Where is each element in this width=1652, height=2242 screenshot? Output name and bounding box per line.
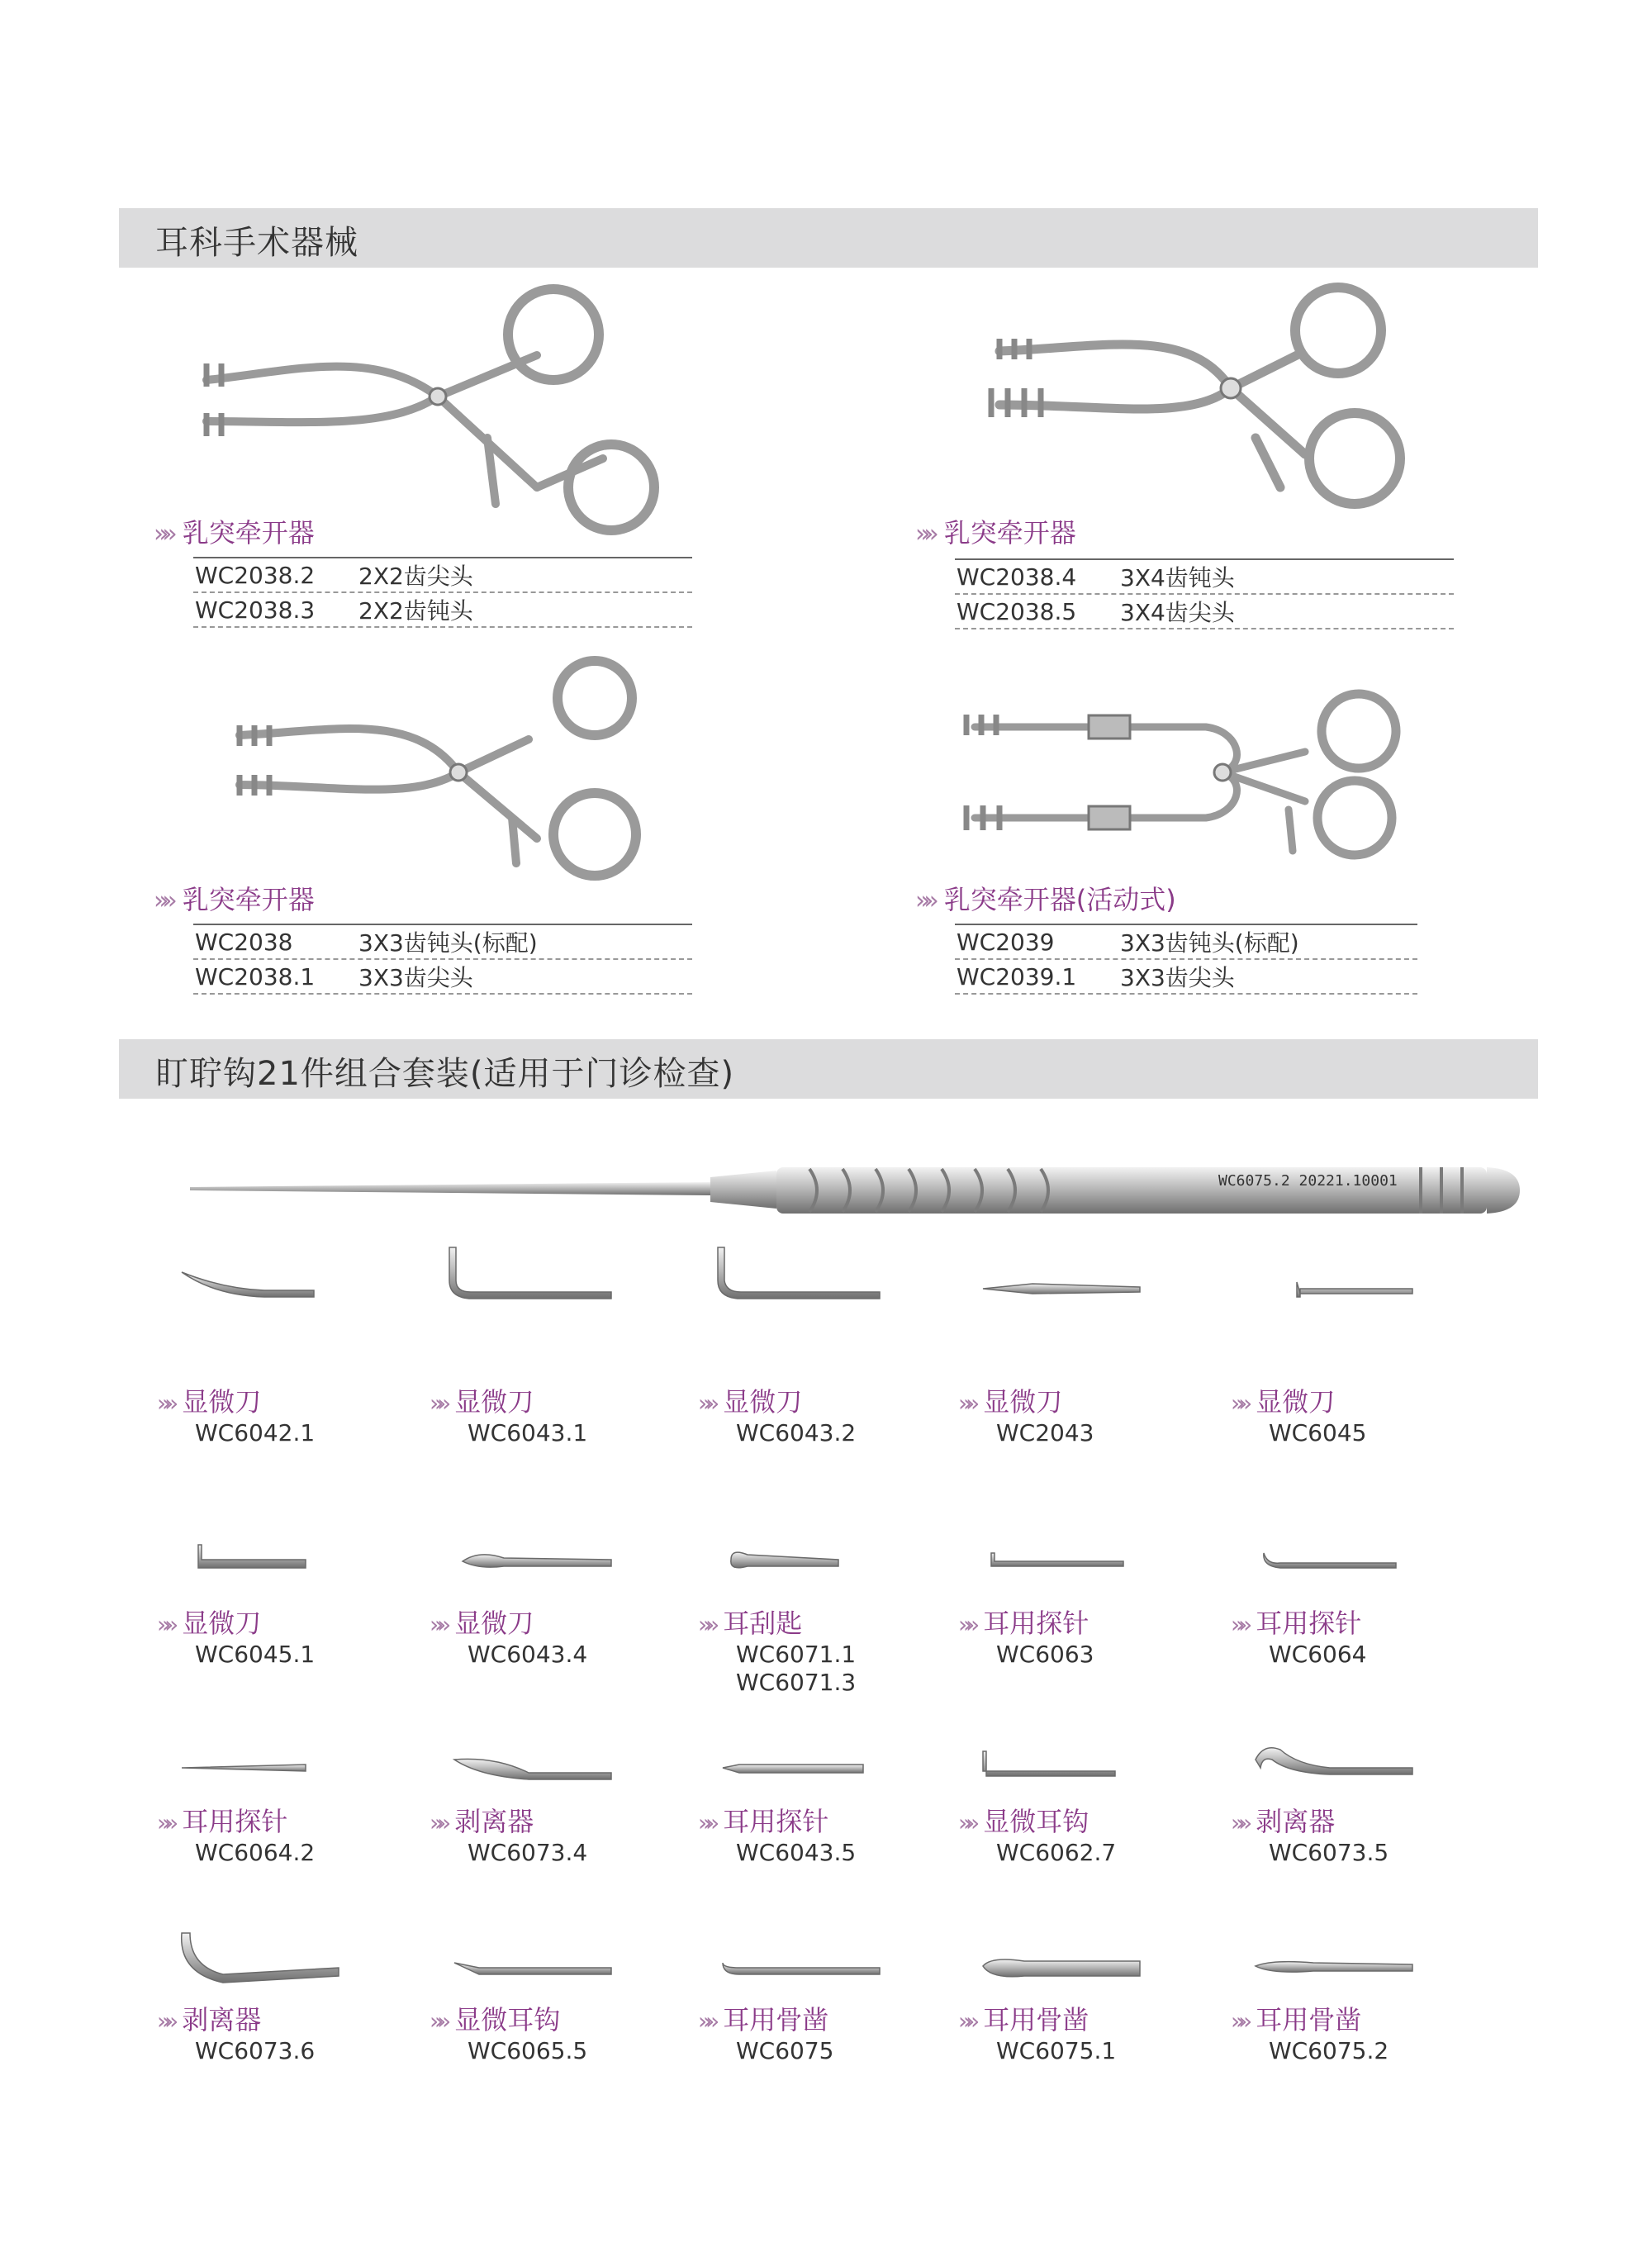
- tool-shape: [983, 1284, 1140, 1294]
- tool-code: [736, 1641, 856, 1697]
- tool-code-line: WC6064.2: [195, 1839, 316, 1866]
- tool-image: [446, 1239, 636, 1330]
- tool-code-line: WC6063: [996, 1641, 1094, 1668]
- tool-shape: [182, 1765, 306, 1771]
- tool-name: »» 耳用探针: [698, 1806, 829, 1837]
- tool-name: »» 耳用探针: [958, 1608, 1089, 1639]
- tool-shape: [449, 1247, 611, 1299]
- tool-image: [173, 1512, 363, 1603]
- retractor-hinged-image: [958, 686, 1404, 884]
- tool-name: »» 剥离器: [157, 2004, 262, 2035]
- tool-code: [1269, 1641, 1367, 1669]
- tool-code: [736, 1419, 856, 1447]
- chevron-icon: »»: [1231, 1809, 1246, 1836]
- chevron-icon: »»: [958, 1389, 974, 1417]
- chevron-icon: »»: [430, 1611, 445, 1638]
- tool-name: »» 耳用探针: [157, 1806, 288, 1837]
- chevron-icon: »»: [915, 886, 933, 915]
- spec-row: WC2038.1 3X3齿尖头: [193, 960, 692, 995]
- tool-image: [975, 1917, 1165, 2007]
- tool-code-line: WC6042.1: [195, 1419, 316, 1446]
- chevron-icon: »»: [154, 520, 171, 549]
- chevron-icon: »»: [958, 2007, 974, 2035]
- tool-name: »» 耳用探针: [1231, 1608, 1362, 1639]
- product-title: »» 乳突牵开器: [154, 884, 315, 915]
- chevron-icon: »»: [698, 1611, 714, 1638]
- tool-shape: [983, 1959, 1140, 1977]
- tool-image: [714, 1917, 904, 2007]
- chevron-icon: »»: [157, 1389, 173, 1417]
- tool-image: [446, 1917, 636, 2007]
- tool-code: [468, 2037, 587, 2065]
- tool-image: [173, 1718, 363, 1809]
- tool-shape: [1297, 1282, 1412, 1297]
- tool-shape: [1256, 1748, 1412, 1774]
- tool-name: »» 显微刀: [430, 1386, 534, 1418]
- chevron-icon: »»: [430, 1389, 445, 1417]
- tool-name: »» 显微刀: [430, 1608, 534, 1639]
- chevron-icon: »»: [430, 1809, 445, 1836]
- tool-code-line: WC6073.5: [1269, 1839, 1389, 1866]
- chevron-icon: »»: [698, 1389, 714, 1417]
- spec-row: WC2038.3 2X2齿钝头: [193, 593, 692, 628]
- tool-shape: [718, 1247, 880, 1299]
- tool-code-line: WC6065.5: [468, 2037, 588, 2064]
- chevron-icon: »»: [958, 1809, 974, 1836]
- tool-code: [996, 1419, 1094, 1447]
- chevron-icon: »»: [430, 2007, 445, 2035]
- tool-code-line: WC6075: [736, 2037, 834, 2064]
- tool-shape: [723, 1765, 863, 1773]
- tool-image: [714, 1512, 904, 1603]
- tool-code: [1269, 2037, 1389, 2065]
- product-title: »» 乳突牵开器(活动式): [915, 884, 1176, 915]
- tool-image: [975, 1718, 1165, 1809]
- tool-image: [1247, 1239, 1437, 1330]
- tool-shape: [182, 1933, 339, 1983]
- tool-shape: [1264, 1553, 1396, 1568]
- tool-name: »» 剥离器: [430, 1806, 534, 1837]
- tool-code: [1269, 1419, 1367, 1447]
- section-header-ear-instruments: [119, 208, 1538, 268]
- tool-code-line: WC6073.6: [195, 2037, 316, 2064]
- chevron-icon: »»: [698, 1809, 714, 1836]
- spec-row: WC2038.5 3X4齿尖头: [955, 595, 1454, 629]
- tool-code: [996, 2037, 1116, 2065]
- tool-name: »» 显微耳钩: [430, 2004, 561, 2035]
- tool-image: [446, 1512, 636, 1603]
- spec-row: WC2039 3X3齿钝头(标配): [955, 925, 1417, 960]
- chevron-icon: »»: [157, 1809, 173, 1836]
- chevron-icon: »»: [154, 886, 171, 915]
- tool-image: [714, 1718, 904, 1809]
- tool-code-line: WC6043.4: [468, 1641, 588, 1668]
- tool-shape: [182, 1272, 314, 1297]
- tool-name: »» 显微刀: [698, 1386, 803, 1418]
- tool-shape: [454, 1963, 611, 1974]
- section-title: 耳科手术器械: [155, 224, 358, 262]
- tool-code: [195, 2037, 315, 2065]
- tool-image: [1247, 1718, 1437, 1809]
- chevron-icon: »»: [157, 2007, 173, 2035]
- retractor-3x4-image: [983, 281, 1421, 512]
- tool-shape: [983, 1751, 1115, 1776]
- tool-code: [996, 1839, 1116, 1867]
- retractor-2x2-image: [190, 281, 653, 529]
- tool-shape: [723, 1963, 880, 1974]
- spec-table: [955, 924, 1417, 995]
- tool-image: [173, 1917, 363, 2007]
- section-title: 盯聍钩21件组合套装(适用于门诊检查): [155, 1055, 735, 1093]
- tool-image: [1247, 1917, 1437, 2007]
- spec-table: [955, 558, 1454, 629]
- tool-name: »» 耳用骨凿: [698, 2004, 829, 2035]
- tool-code-line: WC6064: [1269, 1641, 1367, 1668]
- tool-code-line: WC2043: [996, 1419, 1094, 1446]
- tool-shape: [1256, 1962, 1412, 1972]
- tool-code-line: WC6071.3: [736, 1669, 857, 1696]
- product-title: »» 乳突牵开器: [154, 517, 315, 549]
- tool-code-line: WC6043.1: [468, 1419, 588, 1446]
- tool-shape: [198, 1545, 306, 1568]
- retractor-3x3-image: [223, 661, 653, 884]
- tool-name: »» 耳刮匙: [698, 1608, 803, 1639]
- tool-code-line: WC6073.4: [468, 1839, 588, 1866]
- chevron-icon: »»: [915, 520, 933, 549]
- tool-code: [468, 1641, 587, 1669]
- spec-row: WC2039.1 3X3齿尖头: [955, 960, 1417, 995]
- chevron-icon: »»: [1231, 1611, 1246, 1638]
- tool-name: »» 显微耳钩: [958, 1806, 1089, 1837]
- tool-name: »» 显微刀: [1231, 1386, 1336, 1418]
- tool-name: »» 显微刀: [157, 1608, 262, 1639]
- chevron-icon: »»: [1231, 2007, 1246, 2035]
- tool-code: [996, 1641, 1094, 1669]
- spec-table: [193, 924, 692, 995]
- tool-shape: [991, 1553, 1123, 1566]
- tool-name: »» 耳用骨凿: [958, 2004, 1089, 2035]
- tool-code-line: WC6075.2: [1269, 2037, 1389, 2064]
- tool-code-line: WC6071.1: [736, 1641, 857, 1668]
- tool-code-line: WC6043.5: [736, 1839, 857, 1866]
- chevron-icon: »»: [1231, 1389, 1246, 1417]
- tool-image: [173, 1239, 363, 1330]
- tool-code-line: WC6045: [1269, 1419, 1367, 1446]
- tool-code-line: WC6045.1: [195, 1641, 316, 1668]
- spec-table: [193, 557, 692, 628]
- section-header-cerumen-set: [119, 1039, 1538, 1099]
- chevron-icon: »»: [157, 1611, 173, 1638]
- tool-code: [195, 1419, 315, 1447]
- chevron-icon: »»: [958, 1611, 974, 1638]
- tool-shape: [731, 1552, 838, 1568]
- tool-name: »» 显微刀: [958, 1386, 1063, 1418]
- tool-code: [736, 2037, 834, 2065]
- tool-code: [195, 1839, 315, 1867]
- product-title: »» 乳突牵开器: [915, 517, 1076, 549]
- tool-code: [736, 1839, 856, 1867]
- tool-image: [1247, 1512, 1437, 1603]
- tool-image: [975, 1512, 1165, 1603]
- tool-shape: [454, 1759, 611, 1779]
- handle-engraving: WC6075.2 20221.10001: [1218, 1172, 1398, 1190]
- tool-name: »» 显微刀: [157, 1386, 262, 1418]
- spec-row: WC2038 3X3齿钝头(标配): [193, 925, 692, 960]
- tool-image: [975, 1239, 1165, 1330]
- tool-code: [1269, 1839, 1389, 1867]
- tool-shape: [463, 1555, 611, 1567]
- tool-code-line: WC6062.7: [996, 1839, 1117, 1866]
- handle-image: [182, 1152, 1503, 1227]
- tool-name: »» 剥离器: [1231, 1806, 1336, 1837]
- spec-row: WC2038.4 3X4齿钝头: [955, 560, 1454, 595]
- tool-code-line: WC6043.2: [736, 1419, 857, 1446]
- tool-name: »» 耳用骨凿: [1231, 2004, 1362, 2035]
- tool-code: [195, 1641, 315, 1669]
- spec-row: WC2038.2 2X2齿尖头: [193, 558, 692, 593]
- tool-code-line: WC6075.1: [996, 2037, 1117, 2064]
- tool-image: [446, 1718, 636, 1809]
- chevron-icon: »»: [698, 2007, 714, 2035]
- tool-code: [468, 1419, 587, 1447]
- tool-code: [468, 1839, 587, 1867]
- tool-image: [714, 1239, 904, 1330]
